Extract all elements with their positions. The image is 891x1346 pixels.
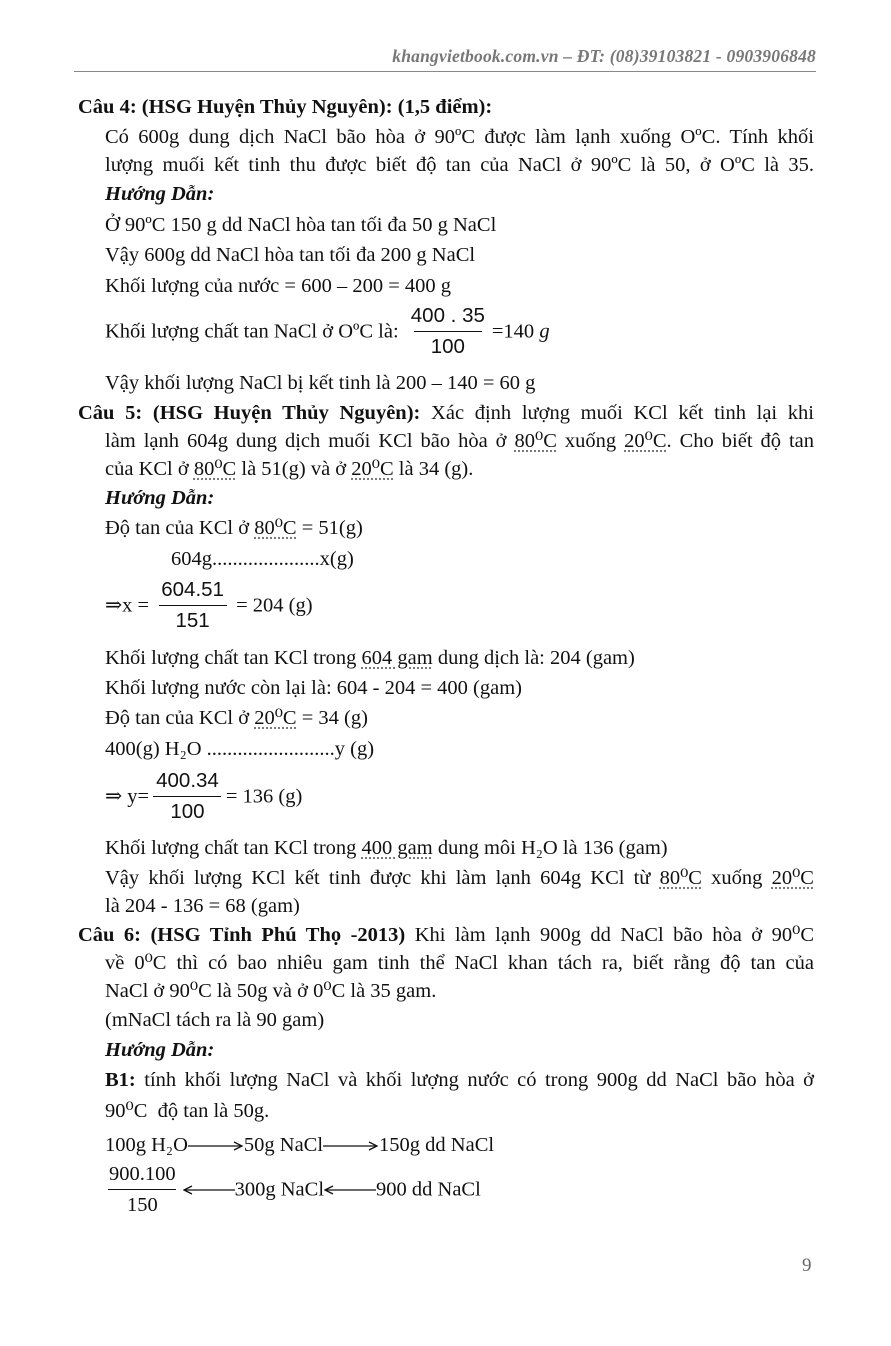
q6-paragraph-1 xyxy=(78,925,814,946)
q6-answer-note: (mNaCl tách ra là 90 gam) xyxy=(105,1009,325,1031)
q6-scheme-2-b: 300g NaCl xyxy=(234,1178,325,1201)
right-arrow-icon xyxy=(323,1140,379,1152)
q6-step-1-tail: độ tan là 50g. xyxy=(157,1100,270,1122)
q5-fraction-y-denominator: 100 xyxy=(153,796,221,823)
q4-line-2: Vậy 600g dd NaCl hòa tan tối đa 200 g NaCl xyxy=(105,244,476,266)
q5-p2-text-a: làm lạnh 604g dung dịch muối KCl bão hòa ở xyxy=(105,430,507,452)
header-divider xyxy=(74,71,816,72)
q5-line-4 xyxy=(105,648,635,669)
q5-line-3-formula xyxy=(105,580,313,631)
q5-guide-heading: Hướng Dẫn: xyxy=(105,487,215,509)
q5-l9-mass: 400 gam xyxy=(361,837,433,859)
q6-step-1-label: B1: xyxy=(105,1069,136,1091)
q5-p2-text-b: xuống xyxy=(564,430,617,452)
q5-l1-text-b: = 51(g) xyxy=(301,517,363,539)
q5-l10-temp-1: 80⁰C xyxy=(659,867,702,889)
page-header: khangvietbook.com.vn – ĐT: (08)39103821 - 0903906848 xyxy=(392,46,816,66)
left-arrow-icon xyxy=(183,1184,235,1196)
q4-paragraph-1: Có 600g dung dịch NaCl bão hòa ở 90ºC được làm lạnh xuống OºC. Tính khối xyxy=(105,126,814,148)
q6-scheme-fraction-denominator: 150 xyxy=(108,1189,176,1216)
q5-paragraph-1 xyxy=(78,403,814,424)
page-number: 9 xyxy=(802,1255,812,1276)
q5-p3-text-b: là 51(g) và ở xyxy=(241,458,347,480)
q5-fraction-x-numerator: 604.51 xyxy=(161,578,224,601)
q5-fraction-x xyxy=(157,580,228,631)
q5-line-8-formula xyxy=(105,771,302,822)
q6-guide-heading: Hướng Dẫn: xyxy=(105,1039,215,1061)
q5-l4-text-b: dung dịch là: 204 (gam) xyxy=(437,647,635,669)
q4-fraction xyxy=(407,306,489,357)
q5-p2-temp-1: 80⁰C xyxy=(514,430,557,452)
q5-l10-text-a: Vậy khối lượng KCl kết tinh được khi làm lạnh 604g KCl từ xyxy=(105,867,651,889)
q4-fraction-unit: g xyxy=(539,320,550,343)
q6-scheme-line-2 xyxy=(105,1164,481,1215)
q4-line-4-formula xyxy=(105,306,550,357)
q5-l4-mass: 604 gam xyxy=(361,647,433,669)
q5-fraction-x-denominator: 151 xyxy=(159,605,227,632)
q6-scheme-1-b: 50g NaCl xyxy=(243,1134,324,1156)
q6-scheme-1-c: 150g dd NaCl xyxy=(379,1134,495,1156)
q6-scheme-fraction-numerator: 900.100 xyxy=(109,1163,176,1185)
q6-step-1-cont xyxy=(105,1101,269,1122)
q4-guide-heading: Hướng Dẫn: xyxy=(105,183,215,205)
q5-l1-temp: 80⁰C xyxy=(254,517,297,539)
right-arrow-icon xyxy=(188,1140,244,1152)
q4-line-3: Khối lượng của nước = 600 – 200 = 400 g xyxy=(105,275,452,297)
q5-title: Câu 5: (HSG Huyện Thủy Nguyên): xyxy=(78,402,421,424)
q5-l3-result: = 204 (g) xyxy=(236,594,313,617)
q5-l9-text-a: Khối lượng chất tan KCl trong xyxy=(105,837,357,859)
q4-line-4-prefix: Khối lượng chất tan NaCl ở OºC là: xyxy=(105,320,399,343)
q5-line-5: Khối lượng nước còn lại là: 604 - 204 = 400 (gam) xyxy=(105,677,522,699)
q5-p2-temp-2: 20⁰C xyxy=(624,430,667,452)
q6-title: Câu 6: (HSG Tỉnh Phú Thọ -2013) xyxy=(78,924,406,946)
q5-l8-prefix: ⇒ y= xyxy=(105,785,150,808)
q5-line-1 xyxy=(105,518,363,539)
q5-l6-text-a: Độ tan của KCl ở xyxy=(105,707,250,729)
q6-scheme-line-1 xyxy=(105,1135,494,1156)
q5-l1-text-a: Độ tan của KCl ở xyxy=(105,517,250,539)
q6-paragraph-3: NaCl ở 90⁰C là 50g và ở 0⁰C là 35 gam. xyxy=(105,980,437,1002)
q6-paragraph-2: về 0⁰C thì có bao nhiêu gam tinh thể NaCl khan tách ra, biết rằng độ tan của xyxy=(105,952,814,974)
q5-p3-text-c: là 34 (g). xyxy=(398,458,474,480)
q5-l6-temp: 20⁰C xyxy=(254,707,297,729)
q6-step-1-temp: 90⁰C xyxy=(105,1100,148,1122)
q4-fraction-numerator: 400 . 35 xyxy=(410,304,485,327)
q5-p2-text-c: . Cho biết độ tan xyxy=(666,430,815,452)
q5-paragraph-3 xyxy=(105,459,473,480)
q4-paragraph-2: lượng muối kết tinh thu được biết độ tan của NaCl ở 90ºC là 50, ở OºC là 35. xyxy=(105,154,814,176)
q5-line-11: là 204 - 136 = 68 (gam) xyxy=(105,895,300,917)
q4-line-5: Vậy khối lượng NaCl bị kết tinh là 200 – 140 = 60 g xyxy=(105,372,536,394)
q5-l9-text-b: dung môi H₂O là 136 (gam) xyxy=(437,837,668,859)
q6-step-1 xyxy=(105,1070,814,1091)
q6-scheme-fraction xyxy=(105,1164,180,1215)
q5-l6-text-b: = 34 (g) xyxy=(301,707,368,729)
q5-line-10 xyxy=(105,868,814,889)
q5-fraction-y-numerator: 400.34 xyxy=(156,769,219,792)
q4-fraction-result: =140 xyxy=(491,320,535,343)
q5-line-6 xyxy=(105,708,368,729)
q5-paragraph-1-text: Xác định lượng muối KCl kết tinh lại khi xyxy=(431,402,815,424)
q4-line-1: Ở 90ºC 150 g dd NaCl hòa tan tối đa 50 g NaCl xyxy=(105,214,497,236)
q6-scheme-2-c: 900 dd NaCl xyxy=(376,1178,481,1201)
q5-line-7: 400(g) H₂O .........................y (g) xyxy=(105,738,375,760)
q6-scheme-1-a: 100g H₂O xyxy=(105,1134,188,1156)
q5-p3-temp-2: 20⁰C xyxy=(351,458,394,480)
q5-l8-result: = 136 (g) xyxy=(225,785,303,808)
q4-title: Câu 4: (HSG Huyện Thủy Nguyên): (1,5 điểm): xyxy=(78,96,493,118)
q5-l10-temp-2: 20⁰C xyxy=(771,867,814,889)
q5-p3-text-a: của KCl ở xyxy=(105,458,189,480)
q5-fraction-y xyxy=(152,771,223,822)
q6-paragraph-1-text: Khi làm lạnh 900g dd NaCl bão hòa ở 90⁰C xyxy=(414,924,815,946)
left-arrow-icon xyxy=(324,1184,376,1196)
q5-paragraph-2 xyxy=(105,431,814,452)
q5-l10-text-b: xuống xyxy=(711,867,763,889)
q5-p3-temp-1: 80⁰C xyxy=(193,458,237,480)
q5-line-9 xyxy=(105,838,668,859)
q5-line-2: 604g.....................x(g) xyxy=(171,548,354,570)
q6-step-1-text: tính khối lượng NaCl và khối lượng nước có trong 900g dd NaCl bão hòa ở xyxy=(144,1069,815,1091)
q5-l4-text-a: Khối lượng chất tan KCl trong xyxy=(105,647,357,669)
q5-l3-prefix: ⇒x = xyxy=(105,594,150,617)
q4-fraction-denominator: 100 xyxy=(414,331,482,358)
